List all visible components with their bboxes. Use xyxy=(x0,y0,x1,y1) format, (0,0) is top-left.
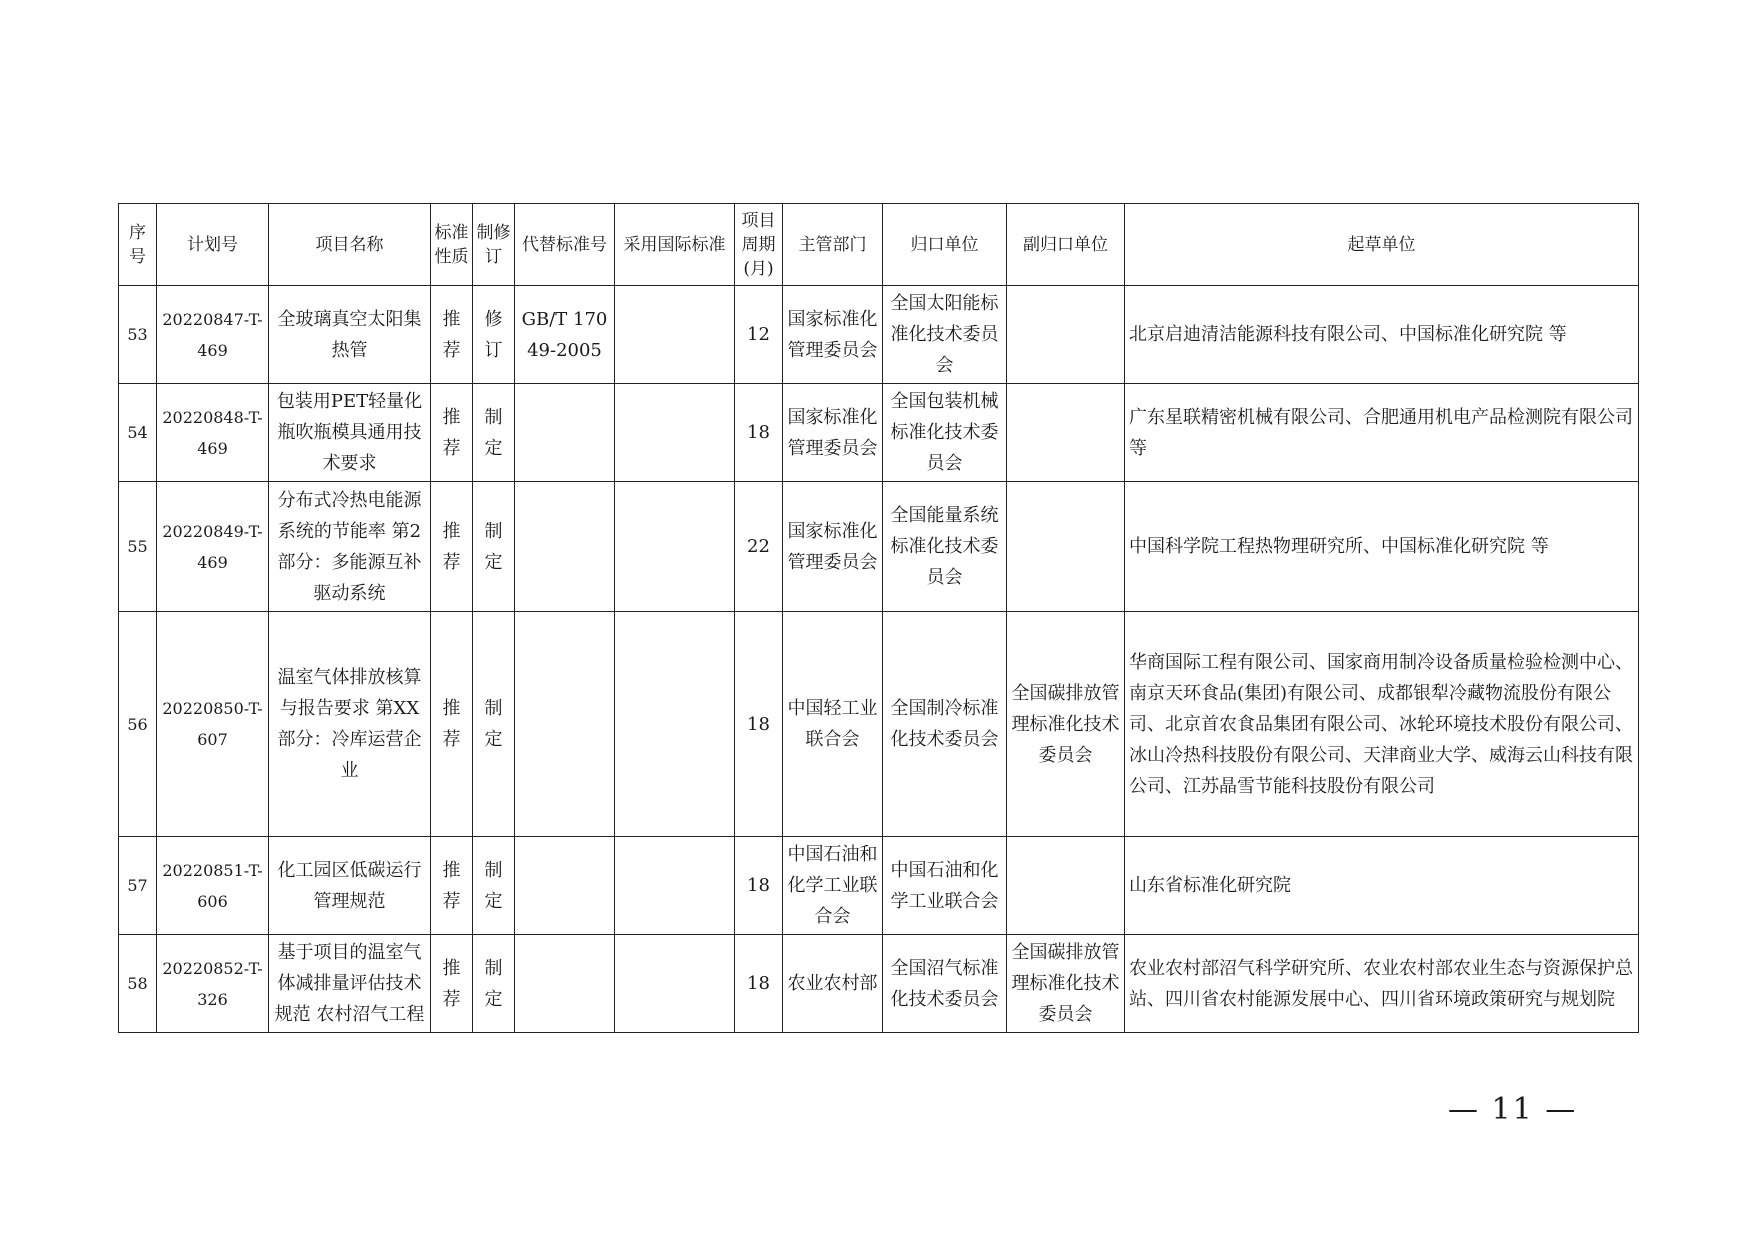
page-number: — 11 — xyxy=(1448,1092,1578,1127)
cell-subtc xyxy=(1007,286,1125,384)
cell-nature: 推荐 xyxy=(431,384,473,482)
cell-plan: 20220850-T-607 xyxy=(157,612,269,837)
header-replace: 代替标准号 xyxy=(515,204,615,286)
cell-dept: 国家标准化管理委员会 xyxy=(783,482,883,612)
cell-replace xyxy=(515,384,615,482)
cell-intl xyxy=(615,935,735,1033)
cell-replace xyxy=(515,935,615,1033)
cell-drafter: 广东星联精密机械有限公司、合肥通用机电产品检测院有限公司等 xyxy=(1125,384,1639,482)
cell-drafter: 华商国际工程有限公司、国家商用制冷设备质量检验检测中心、南京天环食品(集团)有限公司、成都银犁冷藏物流股份有限公司、北京首农食品集团有限公司、冰轮环境技术股份有限公司、冰山冷热科技股份有限公司、天津商业大学、威海云山科技有限公司、江苏晶雪节能科技股份有限公司 xyxy=(1125,612,1639,837)
cell-plan: 20220848-T-469 xyxy=(157,384,269,482)
cell-type: 制定 xyxy=(473,612,515,837)
cell-tc: 全国沼气标准化技术委员会 xyxy=(883,935,1007,1033)
cell-tc: 全国制冷标准化技术委员会 xyxy=(883,612,1007,837)
cell-intl xyxy=(615,612,735,837)
cell-dept: 国家标准化管理委员会 xyxy=(783,286,883,384)
cell-nature: 推荐 xyxy=(431,612,473,837)
table-row xyxy=(119,384,1639,482)
table-row xyxy=(119,286,1639,384)
table-row xyxy=(119,482,1639,612)
cell-replace xyxy=(515,837,615,935)
cell-period: 18 xyxy=(735,837,783,935)
cell-period: 12 xyxy=(735,286,783,384)
cell-subtc: 全国碳排放管理标准化技术委员会 xyxy=(1007,935,1125,1033)
header-dept: 主管部门 xyxy=(783,204,883,286)
cell-type: 制定 xyxy=(473,837,515,935)
cell-nature: 推荐 xyxy=(431,286,473,384)
cell-tc: 全国能量系统标准化技术委员会 xyxy=(883,482,1007,612)
cell-dept: 中国石油和化学工业联合会 xyxy=(783,837,883,935)
header-period: 项目周期(月) xyxy=(735,204,783,286)
cell-nature: 推荐 xyxy=(431,935,473,1033)
header-tc: 归口单位 xyxy=(883,204,1007,286)
cell-name: 化工园区低碳运行管理规范 xyxy=(269,837,431,935)
cell-name: 温室气体排放核算与报告要求 第XX部分：冷库运营企业 xyxy=(269,612,431,837)
cell-subtc xyxy=(1007,384,1125,482)
header-nature: 标准性质 xyxy=(431,204,473,286)
cell-type: 修订 xyxy=(473,286,515,384)
cell-replace: GB/T 17049-2005 xyxy=(515,286,615,384)
cell-no: 55 xyxy=(119,482,157,612)
cell-replace xyxy=(515,612,615,837)
cell-tc: 中国石油和化学工业联合会 xyxy=(883,837,1007,935)
standards-table xyxy=(118,203,1639,1033)
cell-period: 22 xyxy=(735,482,783,612)
cell-nature: 推荐 xyxy=(431,482,473,612)
cell-subtc xyxy=(1007,482,1125,612)
header-no: 序号 xyxy=(119,204,157,286)
cell-intl xyxy=(615,837,735,935)
cell-type: 制定 xyxy=(473,482,515,612)
cell-nature: 推荐 xyxy=(431,837,473,935)
cell-name: 基于项目的温室气体减排量评估技术规范 农村沼气工程 xyxy=(269,935,431,1033)
cell-tc: 全国太阳能标准化技术委员会 xyxy=(883,286,1007,384)
cell-dept: 农业农村部 xyxy=(783,935,883,1033)
cell-type: 制定 xyxy=(473,384,515,482)
cell-name: 分布式冷热电能源系统的节能率 第2部分：多能源互补驱动系统 xyxy=(269,482,431,612)
cell-intl xyxy=(615,286,735,384)
table-row xyxy=(119,935,1639,1033)
cell-name: 包装用PET轻量化瓶吹瓶模具通用技术要求 xyxy=(269,384,431,482)
cell-intl xyxy=(615,384,735,482)
cell-period: 18 xyxy=(735,384,783,482)
cell-name: 全玻璃真空太阳集热管 xyxy=(269,286,431,384)
cell-intl xyxy=(615,482,735,612)
cell-drafter: 山东省标准化研究院 xyxy=(1125,837,1639,935)
cell-dept: 国家标准化管理委员会 xyxy=(783,384,883,482)
cell-plan: 20220847-T-469 xyxy=(157,286,269,384)
cell-replace xyxy=(515,482,615,612)
cell-tc: 全国包装机械标准化技术委员会 xyxy=(883,384,1007,482)
cell-no: 53 xyxy=(119,286,157,384)
header-name: 项目名称 xyxy=(269,204,431,286)
header-subtc: 副归口单位 xyxy=(1007,204,1125,286)
cell-subtc: 全国碳排放管理标准化技术委员会 xyxy=(1007,612,1125,837)
cell-type: 制定 xyxy=(473,935,515,1033)
table-header-row xyxy=(119,204,1639,286)
table-row xyxy=(119,837,1639,935)
cell-no: 56 xyxy=(119,612,157,837)
cell-no: 58 xyxy=(119,935,157,1033)
cell-plan: 20220852-T-326 xyxy=(157,935,269,1033)
cell-plan: 20220849-T-469 xyxy=(157,482,269,612)
cell-period: 18 xyxy=(735,612,783,837)
cell-subtc xyxy=(1007,837,1125,935)
header-intl: 采用国际标准 xyxy=(615,204,735,286)
cell-drafter: 北京启迪清洁能源科技有限公司、中国标准化研究院 等 xyxy=(1125,286,1639,384)
cell-plan: 20220851-T-606 xyxy=(157,837,269,935)
header-type: 制修订 xyxy=(473,204,515,286)
cell-no: 54 xyxy=(119,384,157,482)
header-drafter: 起草单位 xyxy=(1125,204,1639,286)
cell-drafter: 中国科学院工程热物理研究所、中国标准化研究院 等 xyxy=(1125,482,1639,612)
cell-dept: 中国轻工业联合会 xyxy=(783,612,883,837)
cell-period: 18 xyxy=(735,935,783,1033)
cell-drafter: 农业农村部沼气科学研究所、农业农村部农业生态与资源保护总站、四川省农村能源发展中心、四川省环境政策研究与规划院 xyxy=(1125,935,1639,1033)
header-plan: 计划号 xyxy=(157,204,269,286)
table-row xyxy=(119,612,1639,837)
cell-no: 57 xyxy=(119,837,157,935)
